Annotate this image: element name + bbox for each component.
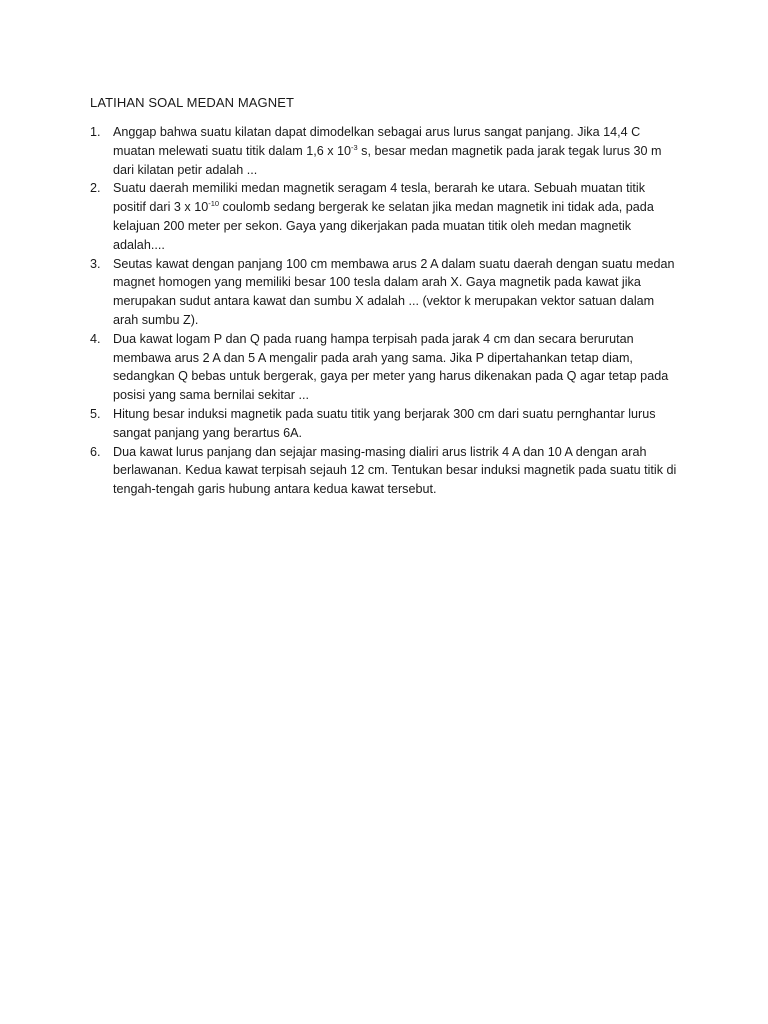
question-text bbox=[113, 179, 680, 254]
question-item bbox=[90, 255, 680, 330]
question-text-segment: coulomb sedang bergerak ke selatan jika medan magnetik ini tidak ada, pada kelajuan 200 meter per sekon. Gaya yang dikerjakan pada muatan titik oleh medan magnetik adalah.... bbox=[113, 200, 654, 252]
question-number: 6. bbox=[90, 444, 101, 459]
question-list bbox=[90, 123, 680, 499]
question-text-segment: Suatu daerah memiliki medan magnetik seragam 4 tesla, berarah ke utara. Sebuah muatan titik positif dari 3 x 10 bbox=[113, 181, 646, 215]
question-item bbox=[90, 123, 680, 179]
question-number: 1. bbox=[90, 125, 101, 139]
question-item bbox=[90, 330, 680, 405]
question-text bbox=[113, 123, 680, 179]
question-text-segment: Dua kawat logam P dan Q pada ruang hampa terpisah pada jarak 4 cm dan secara berurutan membawa arus 2 A dan 5 A mengalir pada arah yang sama. Jika P dipertahankan tetap diam, sedangkan Q bebas untuk bergerak, gaya per meter yang harus dikenakan pada Q agar tetap pada posisi yang sama bernilai sekitar ... bbox=[113, 331, 669, 403]
question-number: 5. bbox=[90, 406, 101, 421]
question-text bbox=[113, 330, 680, 405]
question-number: 4. bbox=[90, 331, 101, 346]
question-text-segment: Hitung besar induksi magnetik pada suatu titik yang berjarak 300 cm dari suatu pernghantar lurus sangat panjang yang berartus 6A. bbox=[113, 406, 656, 440]
question-number: 2. bbox=[90, 181, 101, 196]
question-text bbox=[113, 443, 680, 499]
question-text-segment: Seutas kawat dengan panjang 100 cm membawa arus 2 A dalam suatu daerah dengan suatu medan magnet homogen yang memiliki besar 100 tesla dalam arah X. Gaya magnetik pada kawat jika merupakan sudut antara kawat dan sumbu X adalah ... (vektor k merupakan vektor satuan dalam arah sumbu Z). bbox=[113, 256, 675, 327]
exponent: -10 bbox=[208, 199, 220, 209]
question-text bbox=[113, 405, 680, 443]
question-text-segment: Dua kawat lurus panjang dan sejajar masing-masing dialiri arus listrik 4 A dan 10 A dengan arah berlawanan. Kedua kawat terpisah sejauh 12 cm. Tentukan besar induksi magnetik pada suatu titik di tengah-tengah garis hubung antara kedua kawat tersebut. bbox=[113, 444, 677, 497]
exponent: -3 bbox=[351, 142, 358, 152]
question-text bbox=[113, 255, 680, 330]
question-text-segment: s, besar medan magnetik pada jarak tegak lurus 30 m dari kilatan petir adalah ... bbox=[113, 143, 662, 177]
document-title: LATIHAN SOAL MEDAN MAGNET bbox=[90, 95, 295, 110]
question-item bbox=[90, 443, 680, 499]
question-number: 3. bbox=[90, 256, 101, 271]
question-item bbox=[90, 405, 680, 443]
question-item bbox=[90, 179, 680, 254]
question-text-segment: Anggap bahwa suatu kilatan dapat dimodelkan sebagai arus lurus sangat panjang. Jika 14,4 C muatan melewati suatu titik dalam 1,6 x 10 bbox=[113, 125, 641, 158]
